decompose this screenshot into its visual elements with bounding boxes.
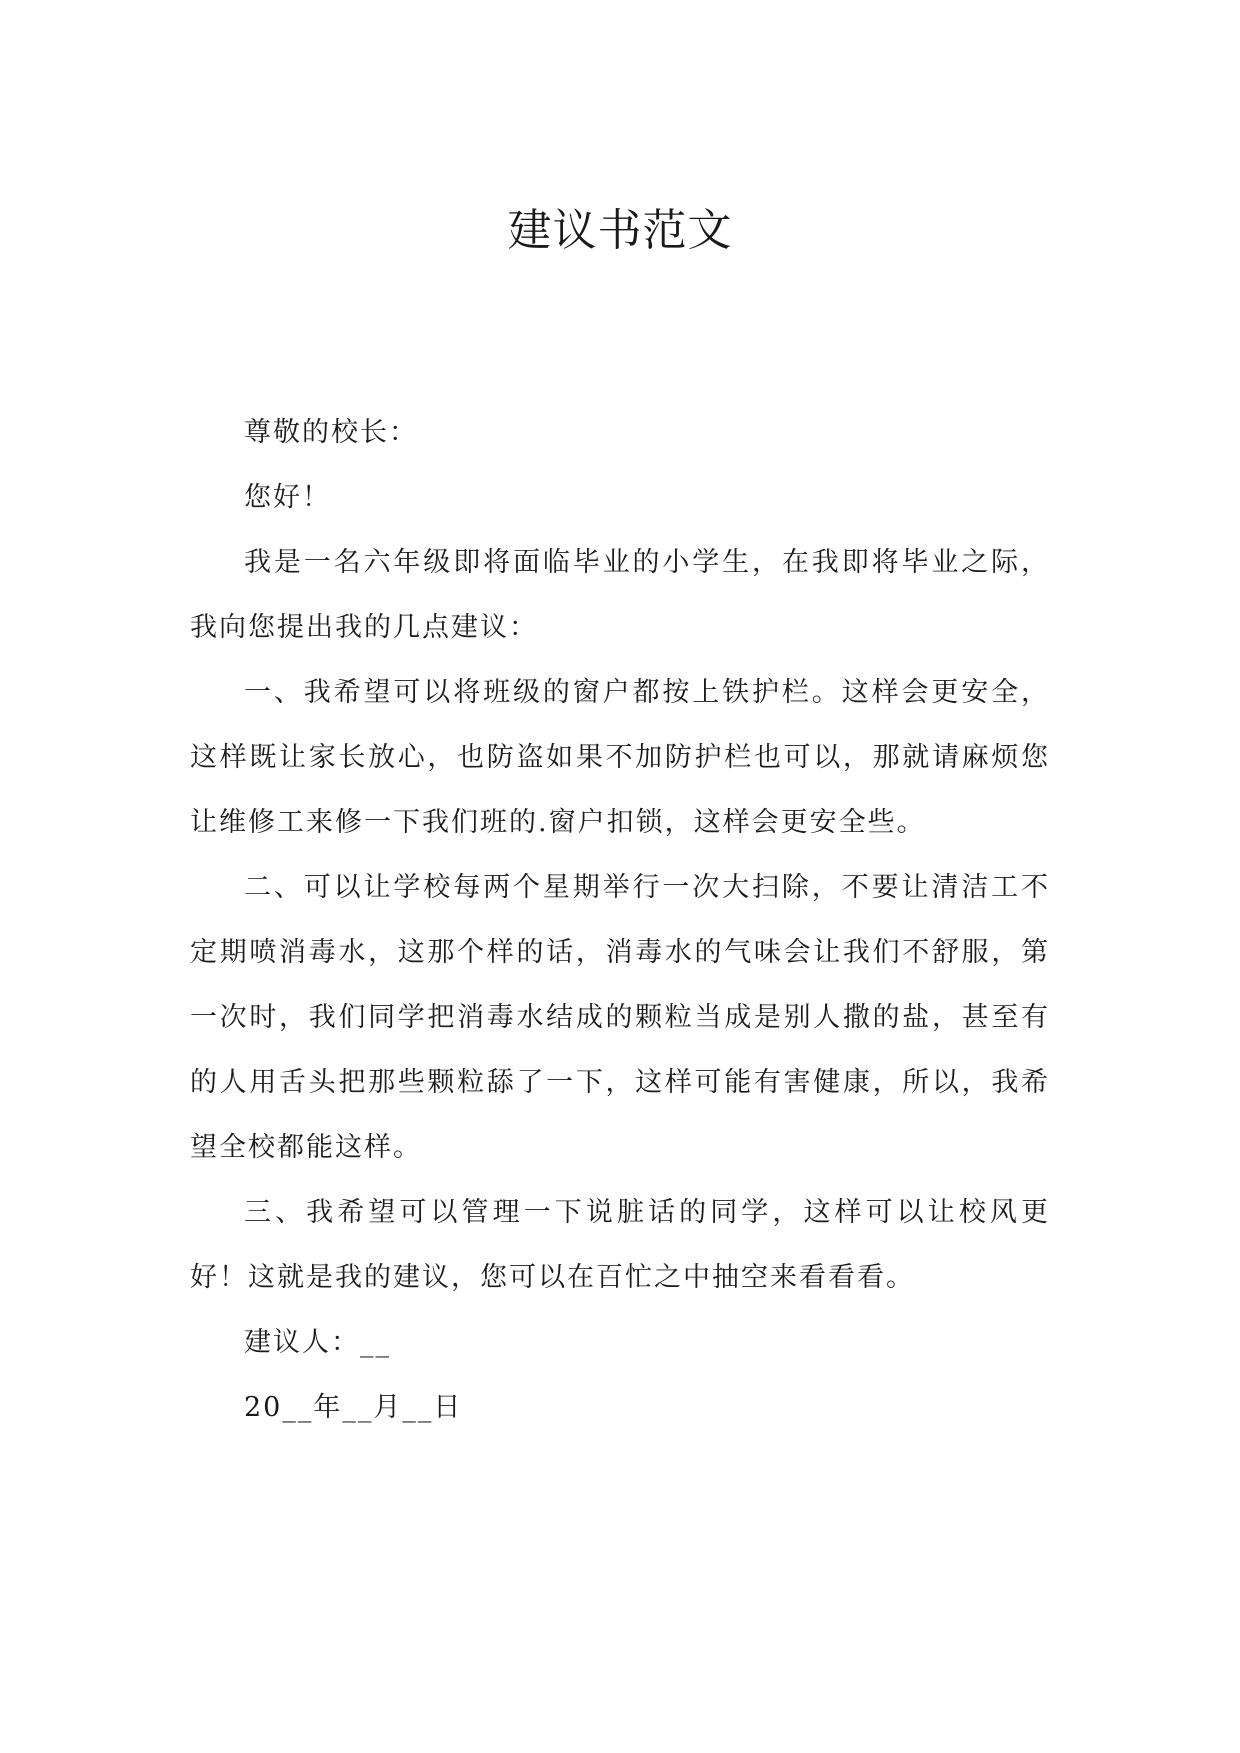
- date-line: 20__年__月__日: [244, 1392, 463, 1423]
- suggestion-two: 二、可以让学校每两个星期举行一次大扫除，不要让清洁工不定期喷消毒水，这那个样的话，消毒水的气味会让我们不舒服，第一次时，我们同学把消毒水结成的颗粒当成是别人撒的盐，甚至有的人用舌头把那些颗粒舔了一下，这样可能有害健康，所以，我希望全校都能这样。: [190, 872, 1050, 1163]
- salutation: 尊敬的校长：: [244, 417, 418, 448]
- signature-line: 建议人：__: [244, 1327, 391, 1358]
- greeting: 您好！: [244, 482, 331, 513]
- intro-paragraph: 我是一名六年级即将面临毕业的小学生，在我即将毕业之际，我向您提出我的几点建议：: [190, 547, 1050, 643]
- suggestion-three: 三、我希望可以管理一下说脏话的同学，这样可以让校风更好！这就是我的建议，您可以在百忙之中抽空来看看看。: [190, 1197, 1050, 1293]
- suggestion-one: 一、我希望可以将班级的窗户都按上铁护栏。这样会更安全，这样既让家长放心，也防盗如果不加防护栏也可以，那就请麻烦您让维修工来修一下我们班的.窗户扣锁，这样会更安全些。: [190, 677, 1050, 838]
- letter-body: [190, 400, 1050, 1440]
- document-title: 建议书范文: [507, 205, 733, 256]
